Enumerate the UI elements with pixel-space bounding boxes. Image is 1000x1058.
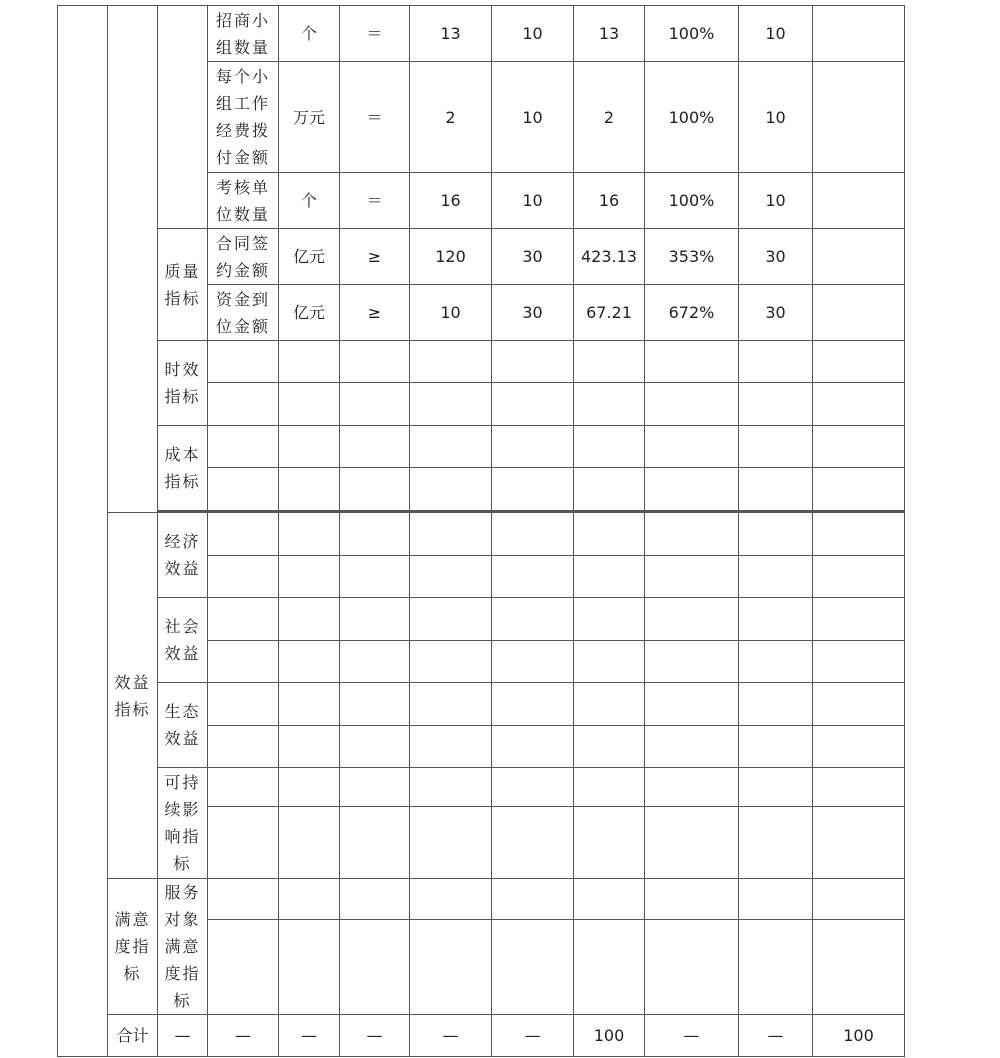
empty-cell [410, 598, 492, 641]
empty-cell [739, 341, 813, 383]
empty-cell [739, 726, 813, 768]
table-row [58, 426, 905, 468]
empty-cell [279, 598, 340, 641]
empty-cell [208, 598, 279, 641]
empty-cell [340, 641, 410, 683]
empty-cell [208, 768, 279, 807]
empty-cell [813, 683, 905, 726]
table-row [58, 341, 905, 383]
empty-cell [574, 879, 645, 920]
empty-cell [340, 768, 410, 807]
operator-cell: ≥ [340, 285, 410, 341]
empty-cell [340, 726, 410, 768]
empty-cell [410, 726, 492, 768]
total-dash: — [279, 1015, 340, 1057]
empty-cell [340, 426, 410, 468]
weight-cell: 10 [492, 62, 574, 173]
empty-cell [410, 683, 492, 726]
empty-cell [813, 341, 905, 383]
empty-cell [739, 383, 813, 426]
empty-cell [645, 556, 739, 598]
category-ecological: 生态效益 [158, 683, 208, 768]
table-row [58, 879, 905, 920]
empty-cell [279, 920, 340, 1015]
target-cell: 16 [410, 173, 492, 229]
empty-cell [279, 426, 340, 468]
empty-cell [739, 920, 813, 1015]
empty-cell [574, 468, 645, 511]
empty-cell [208, 468, 279, 511]
total-dash: — [340, 1015, 410, 1057]
empty-cell [645, 920, 739, 1015]
category-quality: 质量指标 [158, 229, 208, 341]
empty-cell [645, 341, 739, 383]
empty-cell [739, 468, 813, 511]
operator-cell: ＝ [340, 6, 410, 62]
indicator-name: 考核单位数量 [208, 173, 279, 229]
empty-cell [739, 598, 813, 641]
weight-cell: 10 [492, 173, 574, 229]
empty-cell [645, 513, 739, 556]
operator-cell: ≥ [340, 229, 410, 285]
empty-cell [739, 513, 813, 556]
total-dash: — [645, 1015, 739, 1057]
empty-cell [208, 513, 279, 556]
empty-cell [279, 556, 340, 598]
empty-cell [813, 513, 905, 556]
empty-cell [574, 598, 645, 641]
empty-cell [208, 807, 279, 879]
empty-cell [645, 383, 739, 426]
empty-cell [279, 341, 340, 383]
empty-cell [340, 920, 410, 1015]
score-cell: 30 [739, 229, 813, 285]
weight-cell: 10 [492, 6, 574, 62]
empty-cell [340, 556, 410, 598]
empty-cell [340, 879, 410, 920]
target-cell: 2 [410, 62, 492, 173]
unit-cell: 个 [279, 6, 340, 62]
empty-cell [410, 341, 492, 383]
operator-cell: ＝ [340, 173, 410, 229]
rate-cell: 100% [645, 62, 739, 173]
empty-cell [279, 726, 340, 768]
total-dash: — [410, 1015, 492, 1057]
empty-cell [813, 556, 905, 598]
empty-cell [208, 341, 279, 383]
empty-cell [645, 807, 739, 879]
empty-cell [492, 513, 574, 556]
unit-cell: 个 [279, 173, 340, 229]
empty-cell [492, 879, 574, 920]
category-timeliness: 时效指标 [158, 341, 208, 426]
empty-cell [813, 726, 905, 768]
empty-cell [410, 768, 492, 807]
empty-cell [813, 920, 905, 1015]
empty-cell [208, 920, 279, 1015]
empty-cell [492, 556, 574, 598]
empty-cell [279, 807, 340, 879]
empty-cell [645, 879, 739, 920]
empty-cell [208, 641, 279, 683]
empty-cell [410, 513, 492, 556]
empty-cell [340, 341, 410, 383]
empty-cell [492, 341, 574, 383]
empty-cell [410, 556, 492, 598]
empty-cell [645, 768, 739, 807]
score-cell: 10 [739, 6, 813, 62]
empty-cell [813, 768, 905, 807]
unit-cell: 亿元 [279, 229, 340, 285]
level2-output-cell [108, 6, 158, 513]
remark-cell [813, 173, 905, 229]
empty-cell [208, 383, 279, 426]
score-cell: 10 [739, 173, 813, 229]
indicator-name: 资金到位金额 [208, 285, 279, 341]
actual-cell: 2 [574, 62, 645, 173]
remark-cell [813, 6, 905, 62]
empty-cell [492, 468, 574, 511]
rate-cell: 100% [645, 6, 739, 62]
total-score: 100 [813, 1015, 905, 1057]
empty-cell [574, 807, 645, 879]
table-row [58, 598, 905, 641]
indicator-name: 每个小组工作经费拨付金额 [208, 62, 279, 173]
table-row [58, 229, 905, 285]
empty-cell [574, 641, 645, 683]
category-satisfaction: 满意度指标 [108, 879, 158, 1015]
empty-cell [574, 426, 645, 468]
empty-cell [813, 426, 905, 468]
empty-cell [410, 920, 492, 1015]
table-row [58, 6, 905, 62]
empty-cell [492, 598, 574, 641]
empty-cell [410, 641, 492, 683]
target-cell: 120 [410, 229, 492, 285]
remark-cell [813, 229, 905, 285]
total-dash: — [492, 1015, 574, 1057]
rate-cell: 353% [645, 229, 739, 285]
empty-cell [208, 426, 279, 468]
empty-cell [340, 513, 410, 556]
weight-cell: 30 [492, 229, 574, 285]
empty-cell [410, 807, 492, 879]
empty-cell [813, 383, 905, 426]
empty-cell [340, 383, 410, 426]
target-cell: 13 [410, 6, 492, 62]
operator-cell: ＝ [340, 62, 410, 173]
empty-cell [492, 920, 574, 1015]
empty-cell [492, 683, 574, 726]
empty-cell [574, 556, 645, 598]
empty-cell [739, 683, 813, 726]
empty-cell [574, 920, 645, 1015]
empty-cell [340, 468, 410, 511]
category-sustainable: 可持续影响指标 [158, 768, 208, 879]
empty-cell [492, 426, 574, 468]
score-cell: 10 [739, 62, 813, 173]
empty-cell [279, 683, 340, 726]
empty-cell [645, 598, 739, 641]
empty-cell [645, 641, 739, 683]
empty-cell [739, 556, 813, 598]
empty-cell [340, 807, 410, 879]
empty-cell [279, 879, 340, 920]
empty-cell [410, 468, 492, 511]
empty-cell [813, 807, 905, 879]
category-benefit: 效益指标 [108, 513, 158, 879]
empty-cell [739, 641, 813, 683]
actual-cell: 67.21 [574, 285, 645, 341]
indicator-name: 合同签约金额 [208, 229, 279, 285]
category-cost: 成本指标 [158, 426, 208, 511]
actual-cell: 13 [574, 6, 645, 62]
empty-cell [739, 426, 813, 468]
empty-cell [208, 556, 279, 598]
empty-cell [813, 641, 905, 683]
unit-cell: 万元 [279, 62, 340, 173]
empty-cell [645, 683, 739, 726]
remark-cell [813, 285, 905, 341]
empty-cell [739, 807, 813, 879]
level3-quantity-cell [158, 6, 208, 229]
category-service-satisfaction: 服务对象满意度指标 [158, 879, 208, 1015]
actual-cell: 423.13 [574, 229, 645, 285]
empty-cell [208, 683, 279, 726]
table-row [58, 683, 905, 726]
empty-cell [279, 641, 340, 683]
table-row [58, 513, 905, 556]
performance-indicator-table [57, 5, 905, 1057]
empty-cell [492, 641, 574, 683]
empty-cell [574, 726, 645, 768]
empty-cell [574, 383, 645, 426]
empty-cell [739, 768, 813, 807]
total-dash: — [158, 1015, 208, 1057]
empty-cell [279, 468, 340, 511]
empty-cell [410, 383, 492, 426]
empty-cell [208, 726, 279, 768]
empty-cell [813, 598, 905, 641]
empty-cell [574, 768, 645, 807]
category-social: 社会效益 [158, 598, 208, 683]
empty-cell [279, 768, 340, 807]
total-dash: — [739, 1015, 813, 1057]
empty-cell [645, 426, 739, 468]
total-dash: — [208, 1015, 279, 1057]
actual-cell: 16 [574, 173, 645, 229]
total-row [58, 1015, 905, 1057]
empty-cell [645, 468, 739, 511]
target-cell: 10 [410, 285, 492, 341]
weight-cell: 30 [492, 285, 574, 341]
empty-cell [574, 683, 645, 726]
rate-cell: 100% [645, 173, 739, 229]
table-row [58, 768, 905, 807]
total-weight: 100 [574, 1015, 645, 1057]
empty-cell [492, 768, 574, 807]
category-economic: 经济效益 [158, 513, 208, 598]
level1-cell [58, 6, 108, 1057]
empty-cell [813, 879, 905, 920]
empty-cell [645, 726, 739, 768]
unit-cell: 亿元 [279, 285, 340, 341]
empty-cell [574, 513, 645, 556]
empty-cell [813, 468, 905, 511]
empty-cell [340, 598, 410, 641]
empty-cell [340, 683, 410, 726]
empty-cell [492, 383, 574, 426]
indicator-name: 招商小组数量 [208, 6, 279, 62]
total-label: 合计 [108, 1015, 158, 1057]
empty-cell [410, 426, 492, 468]
empty-cell [739, 879, 813, 920]
empty-cell [492, 807, 574, 879]
empty-cell [279, 383, 340, 426]
empty-cell [279, 513, 340, 556]
empty-cell [410, 879, 492, 920]
empty-cell [574, 341, 645, 383]
empty-cell [492, 726, 574, 768]
score-cell: 30 [739, 285, 813, 341]
empty-cell [208, 879, 279, 920]
rate-cell: 672% [645, 285, 739, 341]
remark-cell [813, 62, 905, 173]
